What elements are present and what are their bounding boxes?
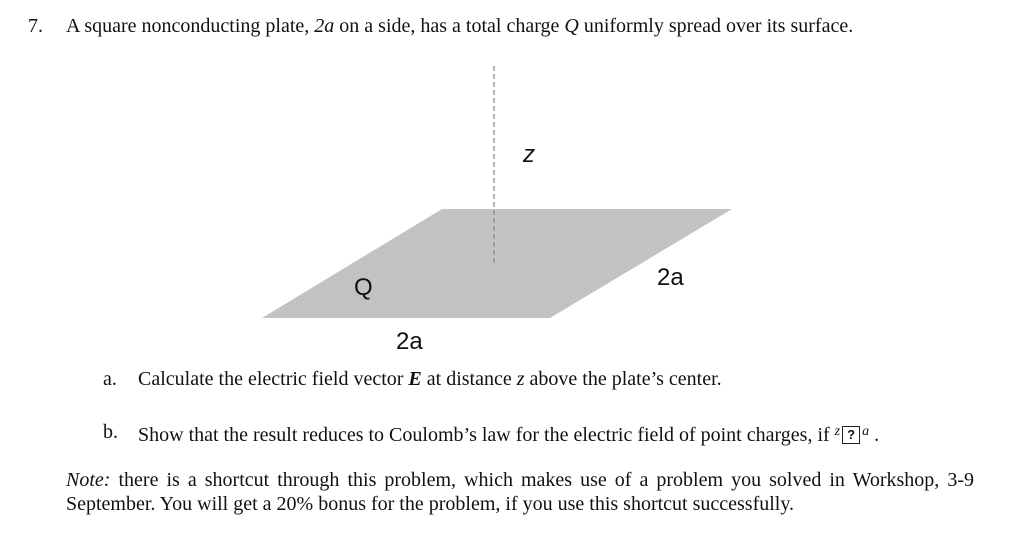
part-b-a-symbol: a (862, 424, 870, 439)
part-b-text (138, 420, 879, 447)
z-axis-label: z (523, 141, 535, 168)
side-label-bottom: 2a (396, 328, 423, 355)
statement-side-length: 2a (314, 15, 335, 37)
missing-glyph-icon: ? (842, 426, 860, 444)
statement-text-2: on a side, has a total charge (334, 15, 565, 37)
part-b-text-1: Show that the result reduces to Coulomb’s law for the electric field of point charges, if (138, 424, 835, 446)
side-label-right: 2a (657, 264, 684, 291)
note-text: there is a shortcut through this problem, which makes use of a problem you solved in Workshop, 3-9 September. You will get a 20% bonus for the problem, if you use this shortcut successfully. (66, 469, 974, 515)
statement-text-1: A square nonconducting plate, (66, 15, 315, 37)
part-a-field-symbol: E (408, 368, 422, 390)
problem-number: 7. (28, 15, 43, 37)
part-a-text-1: Calculate the electric field vector (138, 368, 409, 390)
statement-text-3: uniformly spread over its surface. (578, 15, 854, 37)
note-paragraph (66, 468, 974, 516)
part-b-letter: b. (103, 421, 118, 443)
note-label: Note: (66, 469, 111, 491)
charge-label: Q (354, 274, 373, 301)
part-a-text (138, 367, 722, 391)
statement-charge-symbol: Q (564, 15, 579, 37)
part-a-letter: a. (103, 368, 117, 390)
part-a-text-2: at distance (421, 368, 517, 390)
part-b-z-symbol: z (834, 424, 841, 439)
part-b-period: . (874, 424, 880, 446)
part-a-z-symbol: z (516, 368, 525, 390)
part-a-text-3: above the plate’s center. (524, 368, 722, 390)
